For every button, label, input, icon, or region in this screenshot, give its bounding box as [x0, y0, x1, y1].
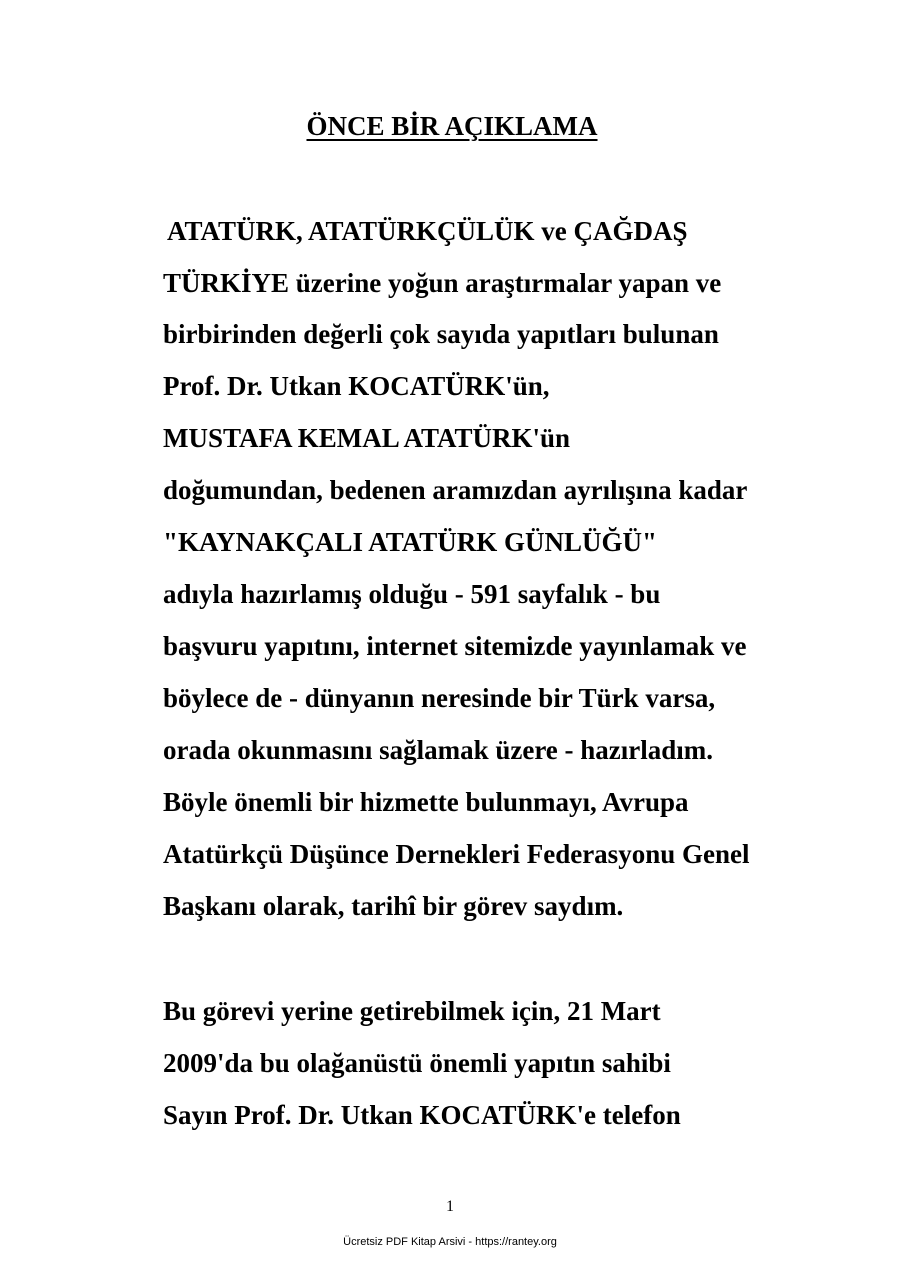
page-number: 1 [446, 1198, 454, 1215]
text-line: orada okunmasını sağlamak üzere - hazırladım. [163, 735, 714, 765]
text-line: Böyle önemli bir hizmette bulunmayı, Avrupa [163, 787, 689, 817]
text-line: doğumundan, bedenen aramızdan ayrılışına kadar [163, 475, 748, 505]
text-line: Sayın Prof. Dr. Utkan KOCATÜRK'e telefon [163, 1100, 681, 1130]
text-line: ATATÜRK, ATATÜRKÇÜLÜK ve ÇAĞDAŞ [167, 216, 688, 246]
text-line: Başkanı olarak, tarihî bir görev saydım. [163, 891, 624, 921]
page-title: ÖNCE BİR AÇIKLAMA [306, 111, 598, 141]
text-line: TÜRKİYE üzerine yoğun araştırmalar yapan ve [163, 268, 722, 298]
text-line: Bu görevi yerine getirebilmek için, 21 Mart [163, 996, 661, 1026]
text-line: 2009'da bu olağanüstü önemli yapıtın sahibi [163, 1048, 671, 1078]
text-line: birbirinden değerli çok sayıda yapıtları bulunan [163, 319, 719, 349]
text-line: Atatürkçü Düşünce Dernekleri Federasyonu Genel [163, 839, 750, 869]
text-line: böylece de - dünyanın neresinde bir Türk varsa, [163, 683, 716, 713]
text-line: başvuru yapıtını, internet sitemizde yayınlamak ve [163, 631, 747, 661]
text-line: adıyla hazırlamış olduğu - 591 sayfalık - bu [163, 579, 661, 609]
text-line: MUSTAFA KEMAL ATATÜRK'ün [163, 423, 571, 453]
text-line: "KAYNAKÇALI ATATÜRK GÜNLÜĞÜ" [163, 527, 658, 557]
footer-text: Ücretsiz PDF Kitap Arsivi - https://rantey.org [343, 1236, 557, 1248]
text-line: Prof. Dr. Utkan KOCATÜRK'ün, [163, 371, 550, 401]
